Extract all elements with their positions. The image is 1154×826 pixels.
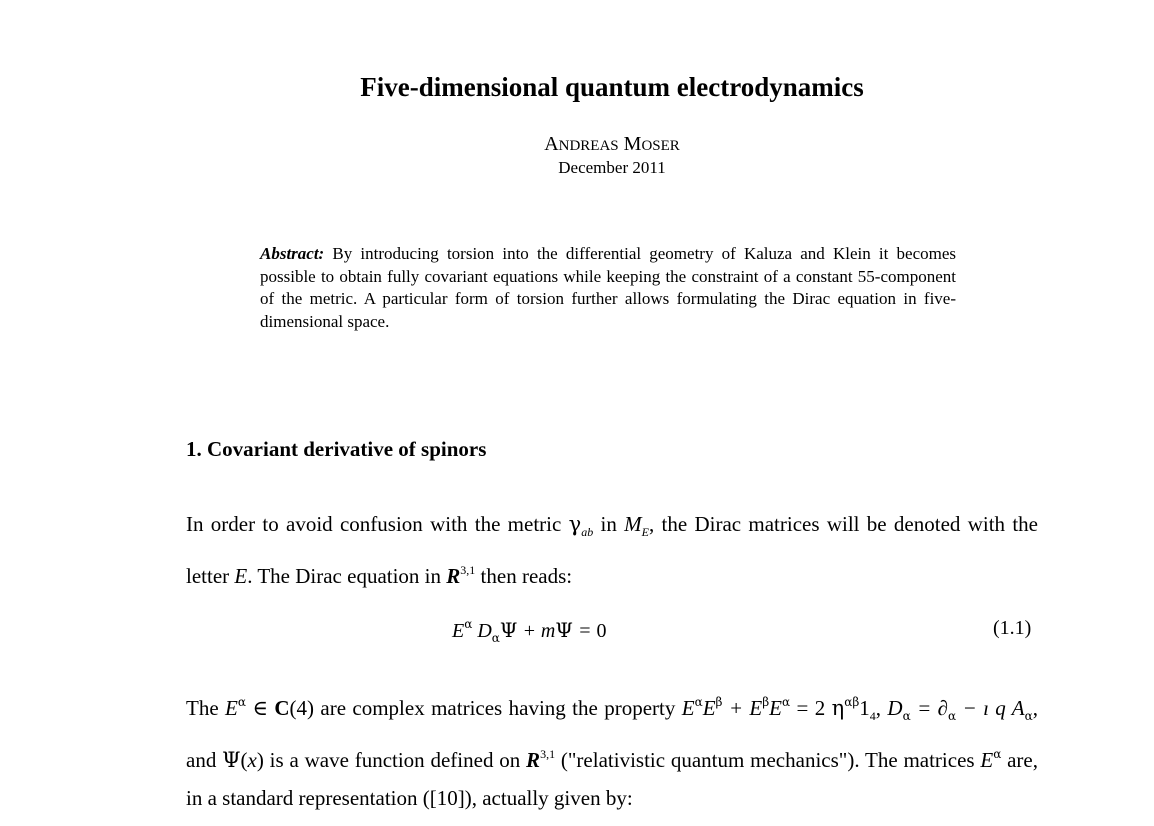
paper-title: Five-dimensional quantum electrodynamics (360, 72, 864, 102)
paper-date: December 2011 (558, 158, 666, 177)
p1-text-5: then reads: (475, 564, 573, 588)
anticommutator: $E^\alpha E^\beta + E^\beta E^\alpha$ (681, 695, 791, 720)
section-heading: 1. Covariant derivative of spinors (186, 437, 487, 461)
author-last-rest: OSER (641, 138, 680, 154)
p1-text-2: in (593, 512, 625, 536)
p1-text-4: . The Dirac equation in (247, 564, 447, 588)
p1-sup: 3,1 (460, 563, 476, 577)
abstract (260, 243, 956, 333)
manifold-symbol: M (624, 512, 642, 536)
p2-text-2: are complex matrices having the property (313, 696, 682, 720)
author-name (0, 133, 1154, 156)
p2-text-6: ("relativistic quantum mechanics"). The matrices (555, 748, 981, 772)
author-first-initial: A (544, 133, 559, 155)
paragraph-2: The $E^\alpha$ ∈ C(4) are complex matrices having the property $E^\alpha E^\beta + E^\beta E^\alpha = 2$ $\eta^{\alpha\beta}1_4$, $D_\alpha = \partial_\alpha$ − ı q $A_\alpha$, and Ψ(x) is a wave function defined on R$^{3,1}$ ("relativistic quantum mechanics"). The matrices $E^\alpha$ are, in a standard representation ([10]), actually given by: (186, 695, 1038, 810)
p2-sup: 3,1 (540, 747, 556, 761)
abstract-label: Abstract: (260, 244, 325, 263)
paragraph-1: In order to avoid confusion with the metric $\gamma_{ab}$ in $M_E$, the Dirac matrices will be denoted with the letter E. The Dirac equation in R$^{3,1}$ then reads: (186, 512, 1038, 588)
abstract-text: By introducing torsion into the differential geometry of Kaluza and Klein it becomes possible to obtain fully covariant equations while keeping the constraint of a constant 55-component of the metric. A particular form of torsion further allows formulating the Dirac equation in five-dimensional space. (260, 244, 956, 331)
p1-R: R (446, 564, 461, 588)
p2-R: R (526, 748, 541, 772)
author-first-rest: NDREAS (558, 138, 619, 154)
p2-text-5: is a wave function defined on (263, 748, 527, 772)
p2-text-7: are, in a standard representation ([10]), actually given by: (186, 748, 1038, 810)
metric-symbol: γ (568, 512, 582, 536)
p2-text-3: , (875, 696, 888, 720)
covariant-derivative: $D_\alpha = \partial_\alpha$ − ı q $A_\alpha$ (887, 696, 1033, 723)
p1-text-3: , the Dirac matrices will be denoted with the letter (186, 512, 1038, 588)
p1-text-1: In order to avoid confusion with the metric (186, 512, 569, 536)
author-last-initial: M (623, 133, 642, 155)
p2-text-1: The (186, 696, 226, 720)
dirac-equation: $E^\alpha$ $D_\alpha\Psi + m\Psi = 0$ (452, 617, 607, 645)
equation-number: (1.1) (993, 617, 1032, 639)
p2-text-4: , and (186, 696, 1038, 772)
p1-letter: E (234, 564, 248, 588)
